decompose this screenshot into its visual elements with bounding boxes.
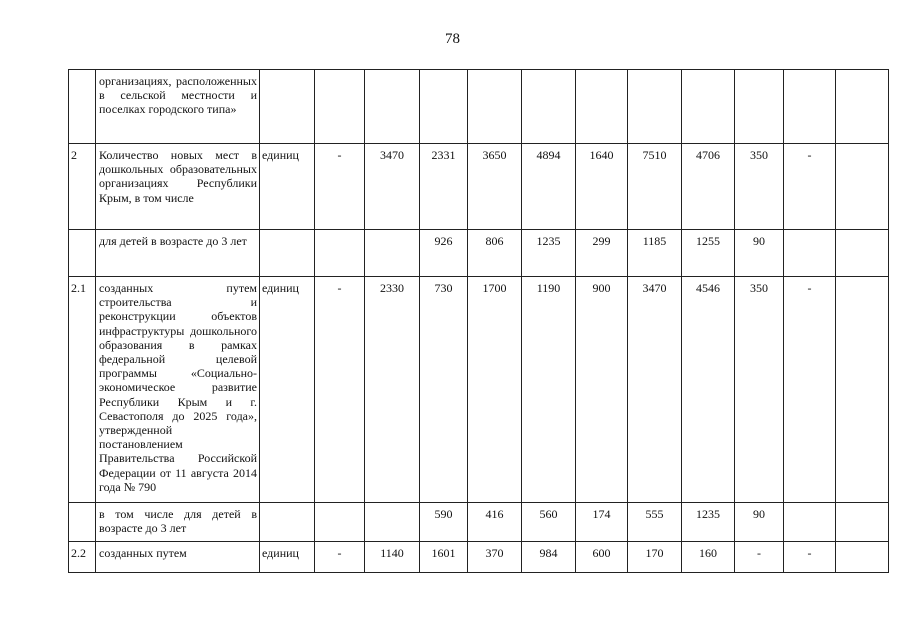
value-cell: - xyxy=(784,144,836,230)
value-cell: 1700 xyxy=(468,277,522,503)
value-cell: 3470 xyxy=(365,144,420,230)
value-cell: 299 xyxy=(576,230,628,277)
table-row xyxy=(69,230,889,277)
value-cell xyxy=(836,144,889,230)
value-cell: 1601 xyxy=(420,542,468,573)
value-cell: - xyxy=(784,277,836,503)
value-cell: 90 xyxy=(735,503,784,542)
unit-cell: единиц xyxy=(260,144,315,230)
indicator-name-cell: для детей в возрасте до 3 лет xyxy=(96,230,260,277)
value-cell: 2331 xyxy=(420,144,468,230)
value-cell: - xyxy=(315,542,365,573)
value-cell: 170 xyxy=(628,542,682,573)
row-number-cell: 2.2 xyxy=(69,542,96,573)
value-cell xyxy=(628,70,682,144)
table-row xyxy=(69,277,889,503)
value-cell: 3470 xyxy=(628,277,682,503)
unit-cell xyxy=(260,503,315,542)
value-cell: 416 xyxy=(468,503,522,542)
page-number: 78 xyxy=(445,31,460,47)
value-cell: 174 xyxy=(576,503,628,542)
value-cell: 1235 xyxy=(682,503,735,542)
indicator-name-cell: Количество новых мест в дошкольных образовательных организациях Республики Крым, в том числе xyxy=(96,144,260,230)
data-table xyxy=(68,69,889,573)
value-cell xyxy=(836,230,889,277)
value-cell: - xyxy=(784,542,836,573)
unit-cell: единиц xyxy=(260,542,315,573)
value-cell: - xyxy=(315,144,365,230)
value-cell: 370 xyxy=(468,542,522,573)
value-cell xyxy=(784,503,836,542)
value-cell: 926 xyxy=(420,230,468,277)
value-cell xyxy=(315,230,365,277)
value-cell: 1190 xyxy=(522,277,576,503)
value-cell: 984 xyxy=(522,542,576,573)
value-cell xyxy=(682,70,735,144)
value-cell: 1255 xyxy=(682,230,735,277)
value-cell xyxy=(836,542,889,573)
table-row xyxy=(69,542,889,573)
unit-cell: единиц xyxy=(260,277,315,503)
value-cell: 1235 xyxy=(522,230,576,277)
value-cell xyxy=(365,503,420,542)
value-cell xyxy=(576,70,628,144)
value-cell xyxy=(735,70,784,144)
value-cell: 4706 xyxy=(682,144,735,230)
unit-cell xyxy=(260,70,315,144)
value-cell: 1140 xyxy=(365,542,420,573)
row-number-cell xyxy=(69,230,96,277)
value-cell: 90 xyxy=(735,230,784,277)
value-cell: 3650 xyxy=(468,144,522,230)
value-cell: 2330 xyxy=(365,277,420,503)
value-cell xyxy=(836,70,889,144)
row-number-cell xyxy=(69,70,96,144)
value-cell: - xyxy=(315,277,365,503)
value-cell xyxy=(784,230,836,277)
value-cell xyxy=(522,70,576,144)
value-cell xyxy=(784,70,836,144)
value-cell: 4546 xyxy=(682,277,735,503)
value-cell: 600 xyxy=(576,542,628,573)
indicator-name-cell: созданных путем xyxy=(96,542,260,573)
value-cell: 4894 xyxy=(522,144,576,230)
value-cell xyxy=(315,503,365,542)
value-cell xyxy=(836,277,889,503)
indicator-name-cell: организациях, расположенных в сельской местности и поселках городского типа» xyxy=(96,70,260,144)
value-cell: 730 xyxy=(420,277,468,503)
value-cell: 7510 xyxy=(628,144,682,230)
row-number-cell xyxy=(69,503,96,542)
table-row xyxy=(69,503,889,542)
unit-cell xyxy=(260,230,315,277)
value-cell: 560 xyxy=(522,503,576,542)
value-cell xyxy=(468,70,522,144)
indicator-name-cell: в том числе для детей в возрасте до 3 лет xyxy=(96,503,260,542)
value-cell: 160 xyxy=(682,542,735,573)
table-row xyxy=(69,70,889,144)
row-number-cell: 2 xyxy=(69,144,96,230)
value-cell: 900 xyxy=(576,277,628,503)
value-cell xyxy=(315,70,365,144)
value-cell xyxy=(365,70,420,144)
value-cell xyxy=(365,230,420,277)
value-cell: 1640 xyxy=(576,144,628,230)
value-cell: 806 xyxy=(468,230,522,277)
value-cell: - xyxy=(735,542,784,573)
value-cell: 350 xyxy=(735,144,784,230)
value-cell xyxy=(836,503,889,542)
table-row xyxy=(69,144,889,230)
value-cell xyxy=(420,70,468,144)
indicator-name-cell: созданных путем строительства и реконструкции объектов инфраструктуры дошкольного образования в рамках федеральной целевой программы «Социально-экономическое развитие Республики Крым и г. Севастополя до 2025 года», утвержденной постановлением Правительства Российской Федерации от 11 августа 2014 года № 790 xyxy=(96,277,260,503)
value-cell: 350 xyxy=(735,277,784,503)
value-cell: 590 xyxy=(420,503,468,542)
row-number-cell: 2.1 xyxy=(69,277,96,503)
value-cell: 555 xyxy=(628,503,682,542)
value-cell: 1185 xyxy=(628,230,682,277)
